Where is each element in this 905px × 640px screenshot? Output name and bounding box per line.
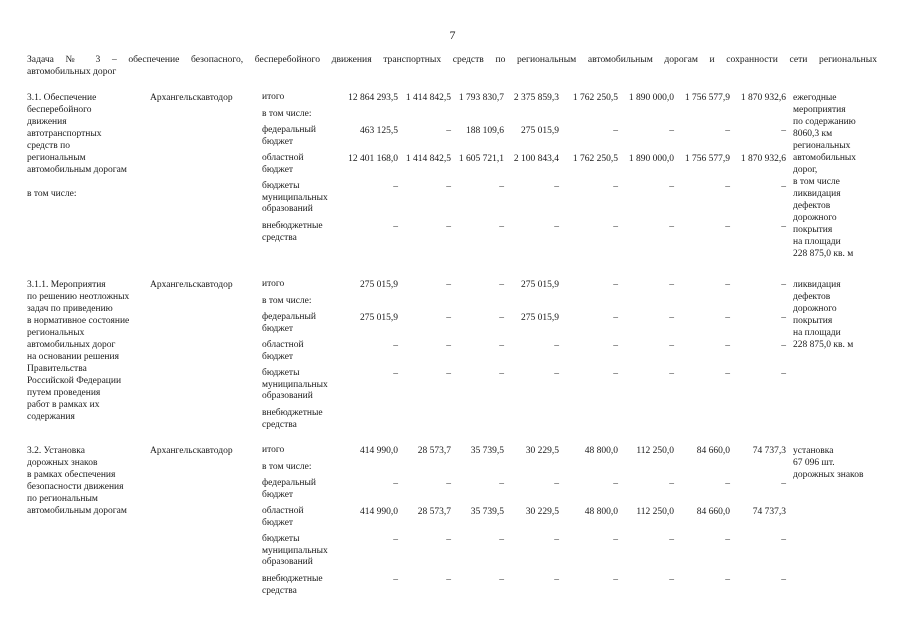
- funding-source-label-line: бюджет: [262, 164, 294, 175]
- funding-source-label: [262, 506, 342, 529]
- table-cell: –: [446, 313, 451, 323]
- task-heading: [27, 54, 877, 78]
- funding-source-label: [262, 478, 342, 501]
- table-cell: –: [393, 182, 398, 192]
- expected-result-line: дорожного: [793, 213, 837, 223]
- table-cell: –: [499, 369, 504, 379]
- table-cell: 1 793 830,7: [458, 93, 504, 103]
- table-cell: –: [499, 479, 504, 489]
- table-cell: 1 414 842,5: [405, 93, 451, 103]
- table-cell: –: [781, 341, 786, 351]
- funding-source-label-line: в том числе:: [262, 109, 312, 119]
- table-cell: –: [725, 280, 730, 290]
- table-cell: –: [781, 313, 786, 323]
- table-cell: –: [613, 280, 618, 290]
- expected-result-line: мероприятия: [793, 105, 846, 115]
- measure-name-line: Российской Федерации: [27, 376, 122, 386]
- table-cell: 35 739,5: [470, 507, 504, 517]
- measure-name-line: автотранспортных: [27, 129, 102, 139]
- table-row: [0, 221, 905, 249]
- table-cell: –: [499, 280, 504, 290]
- table-cell: –: [554, 575, 559, 585]
- expected-result-line: покрытия: [793, 316, 833, 326]
- table-cell: –: [499, 341, 504, 351]
- table-cell: –: [669, 182, 674, 192]
- funding-source-label: [262, 445, 342, 457]
- table-cell: 74 737,3: [752, 446, 786, 456]
- funding-source-label: [262, 340, 342, 363]
- table-cell: 12 864 293,5: [348, 93, 398, 103]
- measure-name-line: путем проведения: [27, 388, 101, 398]
- table-cell: 275 015,9: [521, 313, 559, 323]
- table-cell: –: [613, 313, 618, 323]
- funding-source-label-line: итого: [262, 279, 285, 289]
- table-cell: –: [781, 535, 786, 545]
- funding-source-label-line: бюджеты: [262, 368, 300, 378]
- funding-source-label: [262, 312, 342, 335]
- executor: Архангельскавтодор: [150, 280, 233, 290]
- funding-source-label-line: итого: [262, 445, 285, 455]
- table-cell: 30 229,5: [525, 507, 559, 517]
- expected-result-line: ликвидация: [793, 189, 841, 199]
- table-cell: 2 100 843,4: [513, 154, 559, 164]
- table-cell: –: [554, 341, 559, 351]
- table-cell: 1 756 577,9: [684, 154, 730, 164]
- table-cell: –: [393, 479, 398, 489]
- funding-source-label-line: средства: [262, 232, 297, 243]
- table-row: [0, 478, 905, 506]
- table-cell: 48 800,0: [584, 446, 618, 456]
- task-heading-line-2: автомобильных дорог: [27, 66, 117, 77]
- funding-source-label-line: бюджеты: [262, 534, 300, 544]
- expected-result-line: дефектов: [793, 201, 831, 211]
- funding-source-label: [262, 221, 342, 244]
- measure-name-line: бесперебойного: [27, 105, 92, 115]
- table-cell: 2 375 859,3: [513, 93, 559, 103]
- table-cell: –: [669, 369, 674, 379]
- table-cell: –: [725, 182, 730, 192]
- table-cell: –: [669, 126, 674, 136]
- funding-source-label-line: бюджет: [262, 351, 294, 362]
- measure-name-line: в рамках обеспечения: [27, 470, 116, 480]
- table-cell: –: [725, 479, 730, 489]
- table-cell: –: [669, 341, 674, 351]
- expected-result-line: на площади: [793, 237, 841, 247]
- table-cell: –: [393, 575, 398, 585]
- table-cell: 463 125,5: [360, 126, 398, 136]
- measure-name-line: задач по приведению: [27, 304, 113, 314]
- table-cell: –: [393, 341, 398, 351]
- table-cell: –: [781, 222, 786, 232]
- table-cell: –: [446, 479, 451, 489]
- table-cell: 414 990,0: [360, 446, 398, 456]
- funding-source-label: [262, 574, 342, 597]
- executor: Архангельскавтодор: [150, 446, 233, 456]
- table-cell: –: [613, 479, 618, 489]
- table-row: [0, 340, 905, 368]
- table-cell: –: [499, 575, 504, 585]
- expected-result-line: дорожного: [793, 304, 837, 314]
- funding-source-label-line: в том числе:: [262, 296, 312, 306]
- measure-name-line: на основании решения: [27, 352, 119, 362]
- table-cell: –: [554, 182, 559, 192]
- table-cell: –: [446, 535, 451, 545]
- table-cell: 35 739,5: [470, 446, 504, 456]
- executor: Архангельскавтодор: [150, 93, 233, 103]
- measure-name-line: в том числе:: [27, 189, 77, 199]
- measure-name-line: дорожных знаков: [27, 458, 98, 468]
- table-cell: –: [446, 182, 451, 192]
- table-cell: 12 401 168,0: [348, 154, 398, 164]
- measure-name-line: 3.2. Установка: [27, 446, 85, 456]
- funding-source-label-line: областной: [262, 153, 304, 163]
- table-cell: –: [499, 535, 504, 545]
- table-cell: 1 756 577,9: [684, 93, 730, 103]
- funding-source-label-line: внебюджетные: [262, 574, 323, 584]
- funding-source-label-line: внебюджетные: [262, 221, 323, 231]
- funding-source-label-line: образований: [262, 391, 313, 401]
- table-cell: –: [446, 341, 451, 351]
- funding-source-label-line: образований: [262, 557, 313, 567]
- table-cell: 1 605 721,1: [458, 154, 504, 164]
- table-row: [0, 153, 905, 181]
- table-cell: 84 660,0: [696, 446, 730, 456]
- table-cell: 74 737,3: [752, 507, 786, 517]
- table-cell: –: [499, 222, 504, 232]
- table-cell: –: [781, 369, 786, 379]
- table-row: [0, 312, 905, 340]
- funding-source-label-line: средства: [262, 585, 297, 596]
- table-cell: –: [499, 182, 504, 192]
- measure-name-line: региональным: [27, 153, 86, 163]
- table-cell: –: [725, 341, 730, 351]
- table-row: [0, 181, 905, 214]
- table-row: [0, 534, 905, 567]
- measure-name-line: средств по: [27, 141, 70, 151]
- table-cell: 1 890 000,0: [628, 93, 674, 103]
- measure-name-line: 3.1. Обеспечение: [27, 93, 97, 103]
- table-cell: –: [669, 575, 674, 585]
- table-cell: –: [446, 280, 451, 290]
- table-cell: –: [446, 575, 451, 585]
- expected-result-line: региональных: [793, 141, 851, 151]
- table-cell: 1 762 250,5: [572, 93, 618, 103]
- table-cell: 275 015,9: [360, 280, 398, 290]
- funding-source-label-line: в том числе:: [262, 462, 312, 472]
- table-cell: –: [554, 222, 559, 232]
- table-cell: –: [669, 479, 674, 489]
- expected-result-line: автомобильных: [793, 153, 857, 163]
- table-cell: –: [669, 280, 674, 290]
- table-cell: 112 250,0: [636, 507, 674, 517]
- task-heading-line-1: Задача № 3 – обеспечение безопасного, бесперебойного движения транспортных средств по региональным автомобильным дорогам и сохранности сети региональных: [27, 54, 877, 65]
- funding-source-label: [262, 125, 342, 148]
- table-cell: –: [613, 182, 618, 192]
- table-cell: –: [554, 535, 559, 545]
- expected-result-line: ликвидация: [793, 280, 841, 290]
- table-cell: 1 762 250,5: [572, 154, 618, 164]
- table-cell: –: [393, 222, 398, 232]
- funding-source-label-line: итого: [262, 92, 285, 102]
- table-cell: –: [669, 222, 674, 232]
- table-cell: –: [554, 479, 559, 489]
- table-cell: –: [393, 369, 398, 379]
- funding-source-label-line: областной: [262, 340, 304, 350]
- table-cell: –: [781, 575, 786, 585]
- table-cell: –: [781, 126, 786, 136]
- funding-source-label-line: федеральный: [262, 312, 316, 322]
- table-cell: 30 229,5: [525, 446, 559, 456]
- expected-result-line: в том числе: [793, 177, 840, 187]
- table-cell: 84 660,0: [696, 507, 730, 517]
- table-cell: –: [781, 280, 786, 290]
- expected-result-line: по содержанию: [793, 117, 856, 127]
- funding-source-label-line: бюджет: [262, 517, 294, 528]
- table-cell: –: [613, 126, 618, 136]
- table-cell: 112 250,0: [636, 446, 674, 456]
- table-cell: –: [725, 535, 730, 545]
- table-cell: –: [613, 369, 618, 379]
- measure-name-line: 3.1.1. Мероприятия: [27, 280, 106, 290]
- funding-source-label-line: бюджеты: [262, 181, 300, 191]
- expected-result-line: на площади: [793, 328, 841, 338]
- expected-result-line: дорожных знаков: [793, 470, 864, 480]
- table-cell: –: [393, 535, 398, 545]
- table-cell: –: [725, 313, 730, 323]
- table-cell: 1 414 842,5: [405, 154, 451, 164]
- funding-source-label: [262, 368, 342, 403]
- expected-result-line: 67 096 шт.: [793, 458, 835, 468]
- measure-name-line: по решению неотложных: [27, 292, 130, 302]
- funding-source-label-line: федеральный: [262, 125, 316, 135]
- table-cell: –: [613, 222, 618, 232]
- measure-name-line: в нормативное состояние: [27, 316, 130, 326]
- funding-source-label-line: внебюджетные: [262, 408, 323, 418]
- table-cell: –: [499, 313, 504, 323]
- table-cell: 1 870 932,6: [740, 93, 786, 103]
- table-cell: –: [613, 575, 618, 585]
- measure-name-line: автомобильным дорогам: [27, 165, 127, 175]
- funding-source-label: [262, 408, 342, 431]
- table-row: [0, 368, 905, 401]
- table-cell: 28 573,7: [417, 446, 451, 456]
- table-cell: –: [725, 126, 730, 136]
- table-cell: –: [725, 575, 730, 585]
- table-cell: –: [446, 126, 451, 136]
- measure-name-line: региональных: [27, 328, 85, 338]
- table-cell: 1 870 932,6: [740, 154, 786, 164]
- funding-source-label-line: бюджет: [262, 136, 294, 147]
- measure-name-line: движения: [27, 117, 67, 127]
- table-cell: –: [781, 479, 786, 489]
- funding-source-label-line: муниципальных: [262, 545, 328, 556]
- expected-result-line: 228 875,0 кв. м: [793, 249, 854, 259]
- measure-name-line: Правительства: [27, 364, 87, 374]
- expected-result-line: дорог,: [793, 165, 818, 175]
- table-cell: 275 015,9: [521, 280, 559, 290]
- measure-name-line: автомобильным дорогам: [27, 506, 127, 516]
- table-cell: 48 800,0: [584, 507, 618, 517]
- table-cell: 275 015,9: [521, 126, 559, 136]
- funding-source-label: [262, 296, 342, 308]
- table-cell: –: [669, 313, 674, 323]
- funding-source-label-line: бюджет: [262, 489, 294, 500]
- table-row: [0, 574, 905, 602]
- funding-source-label-line: образований: [262, 204, 313, 214]
- funding-source-label: [262, 109, 342, 121]
- funding-source-label: [262, 462, 342, 474]
- page-number: 7: [449, 28, 456, 42]
- expected-result-line: покрытия: [793, 225, 833, 235]
- measure-name-line: содержания: [27, 412, 75, 422]
- measure-name-line: по региональным: [27, 494, 98, 504]
- table-cell: 1 890 000,0: [628, 154, 674, 164]
- table-cell: –: [446, 369, 451, 379]
- funding-source-label-line: средства: [262, 419, 297, 430]
- funding-source-label-line: бюджет: [262, 323, 294, 334]
- funding-source-label: [262, 92, 342, 104]
- table-row: [0, 506, 905, 534]
- table-cell: 28 573,7: [417, 507, 451, 517]
- table-row: [0, 408, 905, 436]
- funding-source-label: [262, 181, 342, 216]
- expected-result-line: установка: [793, 446, 834, 456]
- measure-name-line: автомобильных дорог: [27, 340, 116, 350]
- table-cell: –: [613, 535, 618, 545]
- measure-name-line: безопасности движения: [27, 482, 124, 492]
- funding-source-label: [262, 534, 342, 569]
- table-cell: 275 015,9: [360, 313, 398, 323]
- funding-source-label: [262, 153, 342, 176]
- table-cell: –: [613, 341, 618, 351]
- measure-name-line: работ в рамках их: [27, 400, 100, 410]
- table-cell: –: [669, 535, 674, 545]
- table-cell: –: [725, 369, 730, 379]
- funding-source-label-line: федеральный: [262, 478, 316, 488]
- expected-result-line: 8060,3 км: [793, 129, 833, 139]
- expected-result-line: дефектов: [793, 292, 831, 302]
- table-cell: –: [446, 222, 451, 232]
- table-cell: 188 109,6: [466, 126, 504, 136]
- table-cell: –: [781, 182, 786, 192]
- expected-result-line: 228 875,0 кв. м: [793, 340, 854, 350]
- funding-source-label: [262, 279, 342, 291]
- table-cell: –: [554, 369, 559, 379]
- table-cell: –: [725, 222, 730, 232]
- expected-result-line: ежегодные: [793, 93, 837, 103]
- funding-source-label-line: муниципальных: [262, 192, 328, 203]
- funding-source-label-line: муниципальных: [262, 379, 328, 390]
- table-row: [0, 125, 905, 153]
- table-cell: 414 990,0: [360, 507, 398, 517]
- funding-source-label-line: областной: [262, 506, 304, 516]
